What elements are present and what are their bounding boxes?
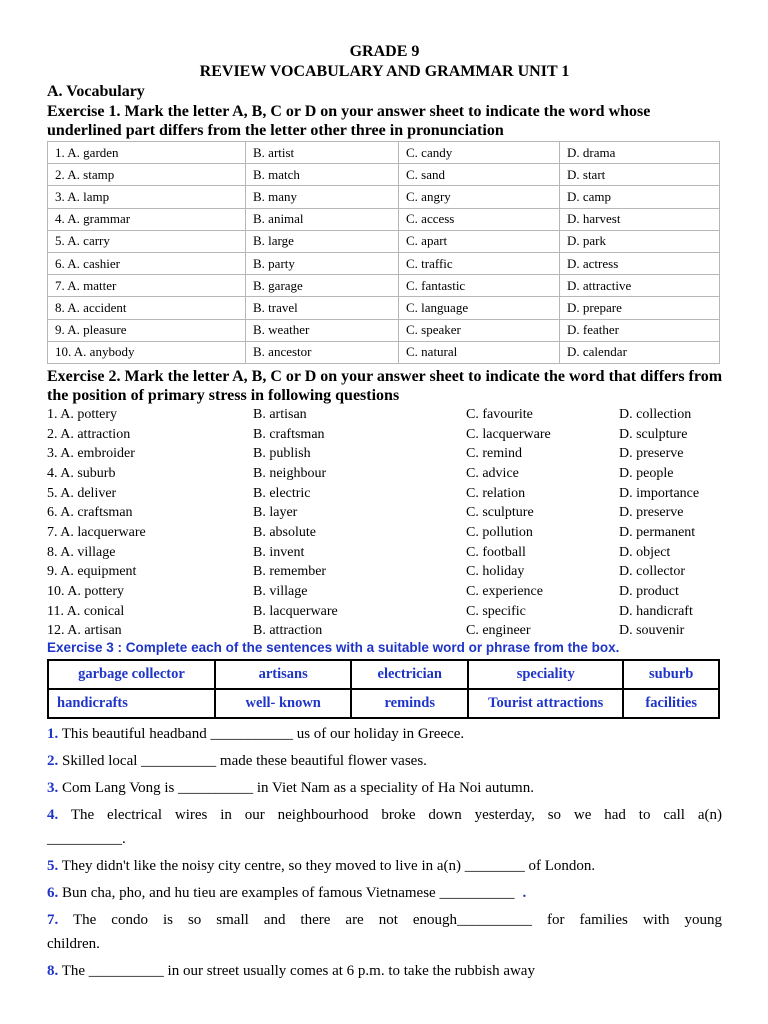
option-text: B. remember: [253, 564, 327, 580]
option-text: 11. A. conical: [47, 603, 125, 619]
table-row: [48, 230, 720, 252]
option-text: 10. A. pottery: [47, 584, 124, 600]
option-text: B. artisan: [253, 406, 307, 422]
option-cell: 3. A. lamp: [48, 186, 246, 208]
table-row: [48, 319, 720, 341]
option-text: C. specific: [466, 603, 526, 619]
exercise1-table: [47, 141, 720, 364]
option-cell: D. start: [560, 164, 720, 186]
question-continuation: children.: [47, 936, 100, 953]
option-cell: B. garage: [246, 275, 399, 297]
option-text: B. publish: [253, 446, 311, 462]
list-item: [47, 425, 722, 445]
option-text: D. object: [619, 544, 671, 560]
option-cell: B. ancestor: [246, 341, 399, 363]
option-cell: D. prepare: [560, 297, 720, 319]
option-text: B. lacquerware: [253, 603, 338, 619]
table-row: [48, 186, 720, 208]
box-row: [48, 689, 719, 718]
word-box: [47, 659, 720, 719]
exercise1-title: Exercise 1. Mark the letter A, B, C or D on your answer sheet to indicate the word whose underlined part differs from the letter other three in pronunciation: [47, 103, 651, 139]
option-cell: D. actress: [560, 252, 720, 274]
option-text: B. neighbour: [253, 465, 327, 481]
question-number: 7.: [47, 912, 59, 929]
question-item: [47, 776, 722, 800]
option-cell: C. access: [399, 208, 560, 230]
option-cell: 9. A. pleasure: [48, 319, 246, 341]
option-cell: 8. A. accident: [48, 297, 246, 319]
option-text: C. lacquerware: [466, 426, 551, 442]
option-cell: D. attractive: [560, 275, 720, 297]
option-text: C. pollution: [466, 525, 533, 540]
option-cell: B. party: [246, 252, 399, 274]
option-text: B. layer: [253, 505, 298, 521]
list-item: [47, 405, 722, 425]
option-text: B. village: [253, 584, 308, 600]
option-cell: C. traffic: [399, 252, 560, 274]
question-text: The electrical wires in our neighbourhood broke down yesterday, so we had to call a(n): [70, 807, 722, 824]
list-item: [47, 582, 722, 602]
option-cell: C. language: [399, 297, 560, 319]
question-item: [47, 959, 722, 983]
option-text: D. product: [619, 584, 679, 600]
option-text: C. engineer: [466, 623, 531, 639]
list-item: [47, 484, 722, 504]
box-word: garbage collector: [48, 660, 215, 689]
worksheet-page: [47, 42, 722, 986]
option-text: 5. A. deliver: [47, 485, 117, 501]
table-row: [48, 208, 720, 230]
question-text: This beautiful headband ___________ us of our holiday in Greece.: [61, 726, 465, 743]
question-text: Skilled local __________ made these beautiful flower vases.: [62, 753, 427, 770]
exercise3-questions: [47, 722, 722, 983]
option-cell: D. feather: [560, 319, 720, 341]
question-number: 3.: [47, 780, 59, 797]
option-cell: B. many: [246, 186, 399, 208]
option-text: D. souvenir: [619, 623, 685, 639]
option-cell: 4. A. grammar: [48, 208, 246, 230]
list-item: [47, 503, 722, 523]
option-cell: 2. A. stamp: [48, 164, 246, 186]
option-cell: C. fantastic: [399, 275, 560, 297]
question-item: [47, 749, 722, 773]
option-cell: B. travel: [246, 297, 399, 319]
option-text: 4. A. suburb: [47, 465, 116, 481]
option-text: C. holiday: [466, 564, 525, 580]
option-text: C. sculpture: [466, 505, 534, 521]
option-cell: C. natural: [399, 341, 560, 363]
question-item: [47, 881, 722, 905]
question-number: 2.: [47, 753, 59, 770]
exercise2-title: Exercise 2. Mark the letter A, B, C or D on your answer sheet to indicate the word that differs from the position of primary stress in following questions: [47, 367, 723, 404]
exercise2-list: [47, 405, 722, 641]
grade-heading: GRADE 9: [349, 43, 420, 60]
question-number: 8.: [47, 963, 59, 980]
box-word: Tourist attractions: [468, 689, 623, 718]
box-word: speciality: [468, 660, 623, 689]
option-cell: 1. A. garden: [48, 142, 246, 164]
list-item: [47, 444, 722, 464]
option-cell: D. park: [560, 230, 720, 252]
list-item: [47, 562, 722, 582]
question-text: Com Lang Vong is __________ in Viet Nam as a speciality of Ha Noi autumn.: [62, 780, 534, 797]
option-text: D. preserve: [619, 505, 684, 521]
option-text: C. experience: [466, 584, 543, 600]
list-item: [47, 543, 722, 563]
box-row: [48, 660, 719, 689]
option-text: 3. A. embroider: [47, 446, 135, 462]
option-cell: D. harvest: [560, 208, 720, 230]
option-text: C. favourite: [466, 406, 533, 422]
box-word: electrician: [351, 660, 468, 689]
option-cell: D. drama: [560, 142, 720, 164]
option-cell: B. animal: [246, 208, 399, 230]
option-text: D. collection: [619, 406, 692, 422]
option-cell: C. apart: [399, 230, 560, 252]
box-word: artisans: [215, 660, 352, 689]
exercise3-title: Exercise 3 : Complete each of the sentences with a suitable word or phrase from the box.: [47, 640, 620, 656]
table-row: [48, 142, 720, 164]
question-number: 4.: [47, 807, 59, 824]
list-item: [47, 602, 722, 622]
list-item: [47, 523, 722, 543]
option-text: B. craftsman: [253, 426, 325, 442]
option-text: 9. A. equipment: [47, 564, 137, 580]
option-text: D. handicraft: [619, 603, 693, 619]
box-word: well- known: [215, 689, 352, 718]
option-text: D. preserve: [619, 446, 684, 462]
question-text: The __________ in our street usually comes at 6 p.m. to take the rubbish away: [61, 963, 535, 980]
box-word: handicrafts: [48, 689, 215, 718]
option-cell: 7. A. matter: [48, 275, 246, 297]
table-row: [48, 164, 720, 186]
option-text: 2. A. attraction: [47, 426, 131, 442]
question-item: [47, 803, 722, 851]
box-word: facilities: [623, 689, 719, 718]
option-text: C. remind: [466, 446, 522, 462]
option-text: 1. A. pottery: [47, 406, 117, 422]
question-number: 1.: [47, 726, 59, 743]
option-cell: B. large: [246, 230, 399, 252]
section-a-heading: A. Vocabulary: [47, 83, 145, 100]
option-cell: 10. A. anybody: [48, 341, 246, 363]
worksheet-title: REVIEW VOCABULARY AND GRAMMAR UNIT 1: [199, 63, 570, 80]
question-continuation: __________.: [47, 831, 126, 848]
option-text: 12. A. artisan: [47, 623, 122, 639]
option-text: B. absolute: [253, 525, 316, 540]
question-item: [47, 908, 722, 956]
question-item: [47, 722, 722, 746]
question-tail: .: [522, 885, 527, 902]
option-text: 6. A. craftsman: [47, 505, 133, 521]
question-number: 6.: [47, 885, 59, 902]
option-cell: B. weather: [246, 319, 399, 341]
option-cell: C. speaker: [399, 319, 560, 341]
option-cell: C. candy: [399, 142, 560, 164]
table-row: [48, 297, 720, 319]
option-text: 7. A. lacquerware: [47, 525, 146, 540]
list-item: [47, 464, 722, 484]
box-word: suburb: [623, 660, 719, 689]
table-row: [48, 275, 720, 297]
option-text: B. attraction: [253, 623, 323, 639]
question-text: They didn't like the noisy city centre, so they moved to live in a(n) ________ of London.: [61, 858, 596, 875]
option-cell: B. artist: [246, 142, 399, 164]
question-text: The condo is so small and there are not enough__________ for families with young: [72, 912, 722, 929]
option-cell: 6. A. cashier: [48, 252, 246, 274]
option-text: D. people: [619, 465, 674, 481]
option-text: B. electric: [253, 485, 311, 501]
option-text: C. advice: [466, 465, 519, 481]
option-cell: B. match: [246, 164, 399, 186]
option-text: D. importance: [619, 485, 700, 501]
option-cell: D. camp: [560, 186, 720, 208]
question-number: 5.: [47, 858, 59, 875]
option-text: D. collector: [619, 564, 686, 580]
option-cell: 5. A. carry: [48, 230, 246, 252]
option-cell: C. sand: [399, 164, 560, 186]
option-text: C. football: [466, 544, 526, 560]
option-text: D. permanent: [619, 525, 696, 540]
box-word: reminds: [351, 689, 468, 718]
option-cell: C. angry: [399, 186, 560, 208]
option-text: D. sculpture: [619, 426, 688, 442]
table-row: [48, 252, 720, 274]
table-row: [48, 341, 720, 363]
question-text: Bun cha, pho, and hu tieu are examples of famous Vietnamese __________: [62, 885, 515, 902]
question-item: [47, 854, 722, 878]
option-cell: D. calendar: [560, 341, 720, 363]
option-text: B. invent: [253, 544, 305, 560]
option-text: 8. A. village: [47, 544, 116, 560]
option-text: C. relation: [466, 485, 526, 501]
